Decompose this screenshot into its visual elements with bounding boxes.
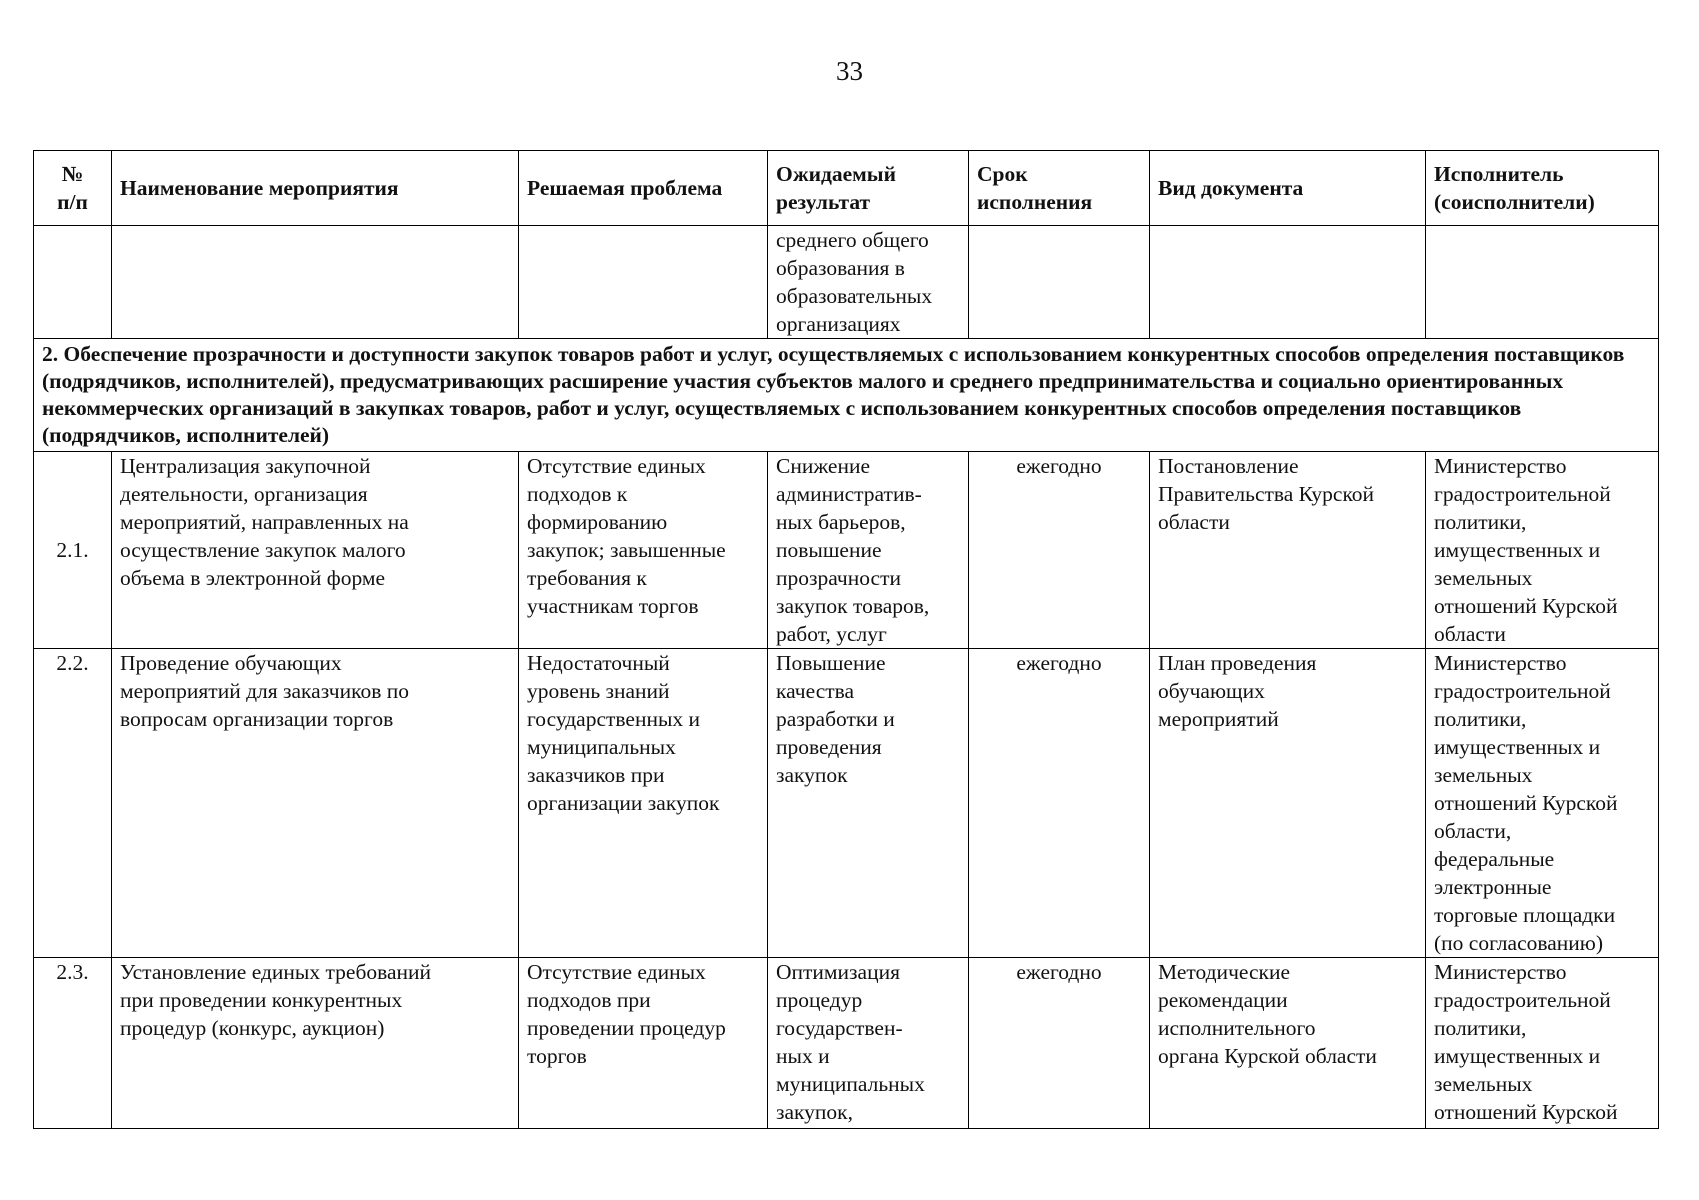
- cell-executor: Министерство градостроительной политики, имущественных и земельных отношений Курской области, федеральные электронные торговые площадки (по согласованию): [1426, 649, 1659, 958]
- table-header-row: [34, 151, 1659, 226]
- cell-number: [34, 226, 112, 339]
- cell-term: [969, 226, 1150, 339]
- header-expected-result: Ожидаемый результат: [768, 151, 969, 226]
- table-row-continuation: [34, 226, 1659, 339]
- cell-executor: Министерство градостроительной политики, имущественных и земельных отношений Курской области: [1426, 452, 1659, 649]
- cell-expected-result: Снижение административ- ных барьеров, повышение прозрачности закупок товаров, работ, услуг: [768, 452, 969, 649]
- header-term: Срок исполнения: [969, 151, 1150, 226]
- cell-document-type: [1150, 226, 1426, 339]
- table-row: [34, 452, 1659, 649]
- cell-problem: Недостаточный уровень знаний государственных и муниципальных заказчиков при организации закупок: [519, 649, 768, 958]
- measures-table: [33, 150, 1659, 1129]
- page-number: 33: [836, 56, 863, 86]
- cell-problem: Отсутствие единых подходов при проведении процедур торгов: [519, 958, 768, 1129]
- cell-measure-name: [112, 226, 519, 339]
- header-problem: Решаемая проблема: [519, 151, 768, 226]
- table-row: [34, 958, 1659, 1129]
- header-measure-name: Наименование мероприятия: [112, 151, 519, 226]
- cell-measure-name: Централизация закупочной деятельности, организация мероприятий, направленных на осуществление закупок малого объема в электронной форме: [112, 452, 519, 649]
- header-executor: Исполнитель (соисполнители): [1426, 151, 1659, 226]
- section-title: 2. Обеспечение прозрачности и доступности закупок товаров работ и услуг, осуществляемых с использованием конкурентных способов определения поставщиков (подрядчиков, исполнителей), предусматривающих расширение участия субъектов малого и среднего предпринимательства и социально ориентированных некоммерческих организаций в закупках товаров, работ и услуг, осуществляемых с использованием конкурентных способов определения поставщиков (подрядчиков, исполнителей): [34, 339, 1659, 452]
- cell-executor: Министерство градостроительной политики, имущественных и земельных отношений Курской: [1426, 958, 1659, 1129]
- header-number: № п/п: [34, 151, 112, 226]
- cell-number: 2.1.: [34, 452, 112, 649]
- cell-term: ежегодно: [969, 452, 1150, 649]
- table-row: [34, 649, 1659, 958]
- cell-expected-result: Повышение качества разработки и проведения закупок: [768, 649, 969, 958]
- cell-document-type: Методические рекомендации исполнительного органа Курской области: [1150, 958, 1426, 1129]
- cell-problem: [519, 226, 768, 339]
- cell-expected-result: среднего общего образования в образовательных организациях: [768, 226, 969, 339]
- cell-expected-result: Оптимизация процедур государствен- ных и муниципальных закупок,: [768, 958, 969, 1129]
- cell-executor: [1426, 226, 1659, 339]
- cell-document-type: Постановление Правительства Курской области: [1150, 452, 1426, 649]
- cell-term: ежегодно: [969, 649, 1150, 958]
- cell-measure-name: Установление единых требований при проведении конкурентных процедур (конкурс, аукцион): [112, 958, 519, 1129]
- cell-term: ежегодно: [969, 958, 1150, 1129]
- cell-problem: Отсутствие единых подходов к формированию закупок; завышенные требования к участникам торгов: [519, 452, 768, 649]
- section-row: [34, 339, 1659, 452]
- header-document-type: Вид документа: [1150, 151, 1426, 226]
- cell-document-type: План проведения обучающих мероприятий: [1150, 649, 1426, 958]
- cell-number: 2.2.: [34, 649, 112, 958]
- cell-measure-name: Проведение обучающих мероприятий для заказчиков по вопросам организации торгов: [112, 649, 519, 958]
- cell-number: 2.3.: [34, 958, 112, 1129]
